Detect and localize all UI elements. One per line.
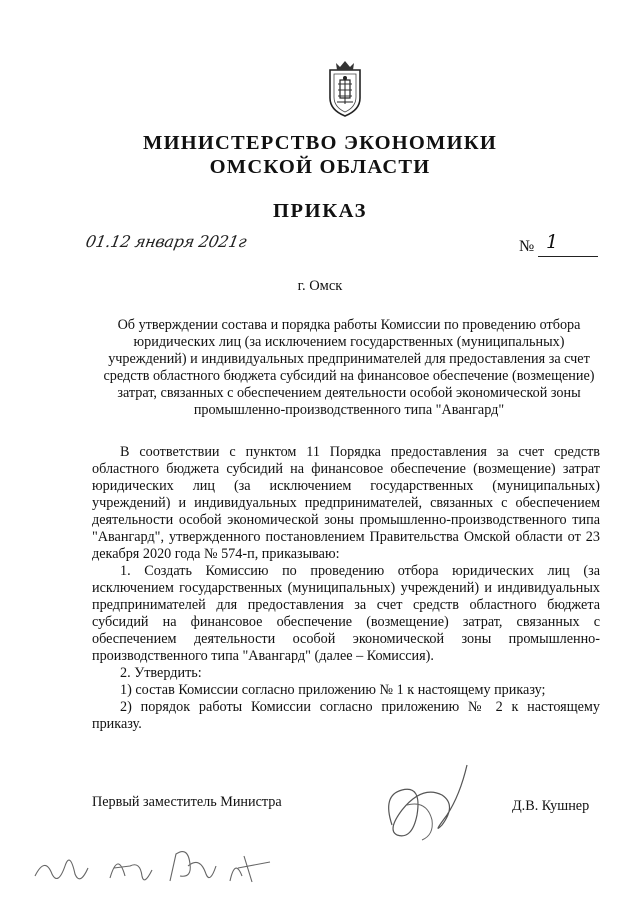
coat-of-arms-icon	[322, 58, 368, 118]
item-2-2-paragraph: 2) порядок работы Комиссии согласно приложению № 2 к настоящему приказу.	[92, 699, 600, 732]
ministry-name-line1: МИНИСТЕРСТВО ЭКОНОМИКИ	[143, 132, 497, 154]
number-underline	[538, 256, 598, 257]
handwritten-date: 01.12 января 2021г	[84, 232, 248, 251]
item-2-1-paragraph: 1) состав Комиссии согласно приложению № 1 к настоящему приказу;	[120, 682, 546, 698]
signatory-position: Первый заместитель Министра	[92, 794, 282, 810]
order-number: 1	[546, 231, 559, 253]
item-2-paragraph: 2. Утвердить:	[120, 665, 202, 681]
ministry-name-line2: ОМСКОЙ ОБЛАСТИ	[209, 156, 431, 178]
document-type-title: ПРИКАЗ	[273, 200, 367, 222]
item-1-paragraph: 1. Создать Комиссию по проведению отбора юридических лиц (за исключением государственных (муниципальных) учреждений) и индивидуальных предпринимателей для предоставления за счет средств областного бюджета субсидий на финансовое обеспечение (возмещение) затрат, связанных с обеспечением деятельности особой экономической зоны промышленно-производственного типа "Авангард" (далее – Комиссия).	[92, 563, 600, 664]
approval-initials	[30, 836, 290, 896]
preamble-paragraph: В соответствии с пунктом 11 Порядка предоставления за счет средств областного бюджета субсидий на финансовое обеспечение (возмещение) затрат юридических лиц (за исключением государственных (муниципальных) учреждений) и индивидуальных предпринимателей, связанных с обеспечением деятельности особой экономической зоны промышленно-производственного типа "Авангард", утвержденного постановлением Правительства Омской области от 23 декабря 2020 года № 574-п, приказываю:	[92, 444, 600, 562]
order-subject: Об утверждении состава и порядка работы Комиссии по проведению отбора юридических лиц (за исключением государственных (муниципальных) учреждений) и индивидуальных предпринимателей для предоставления за счет средств областного бюджета субсидий на финансовое обеспечение (возмещение) затрат, связанных с обеспечением деятельности особой экономической зоны промышленно-производственного типа "Авангард"	[103, 317, 595, 418]
order-body	[92, 444, 600, 733]
number-label: №	[519, 238, 535, 255]
handwritten-signature	[372, 755, 482, 855]
city-line: г. Омск	[297, 278, 343, 294]
signatory-name: Д.В. Кушнер	[512, 798, 590, 814]
